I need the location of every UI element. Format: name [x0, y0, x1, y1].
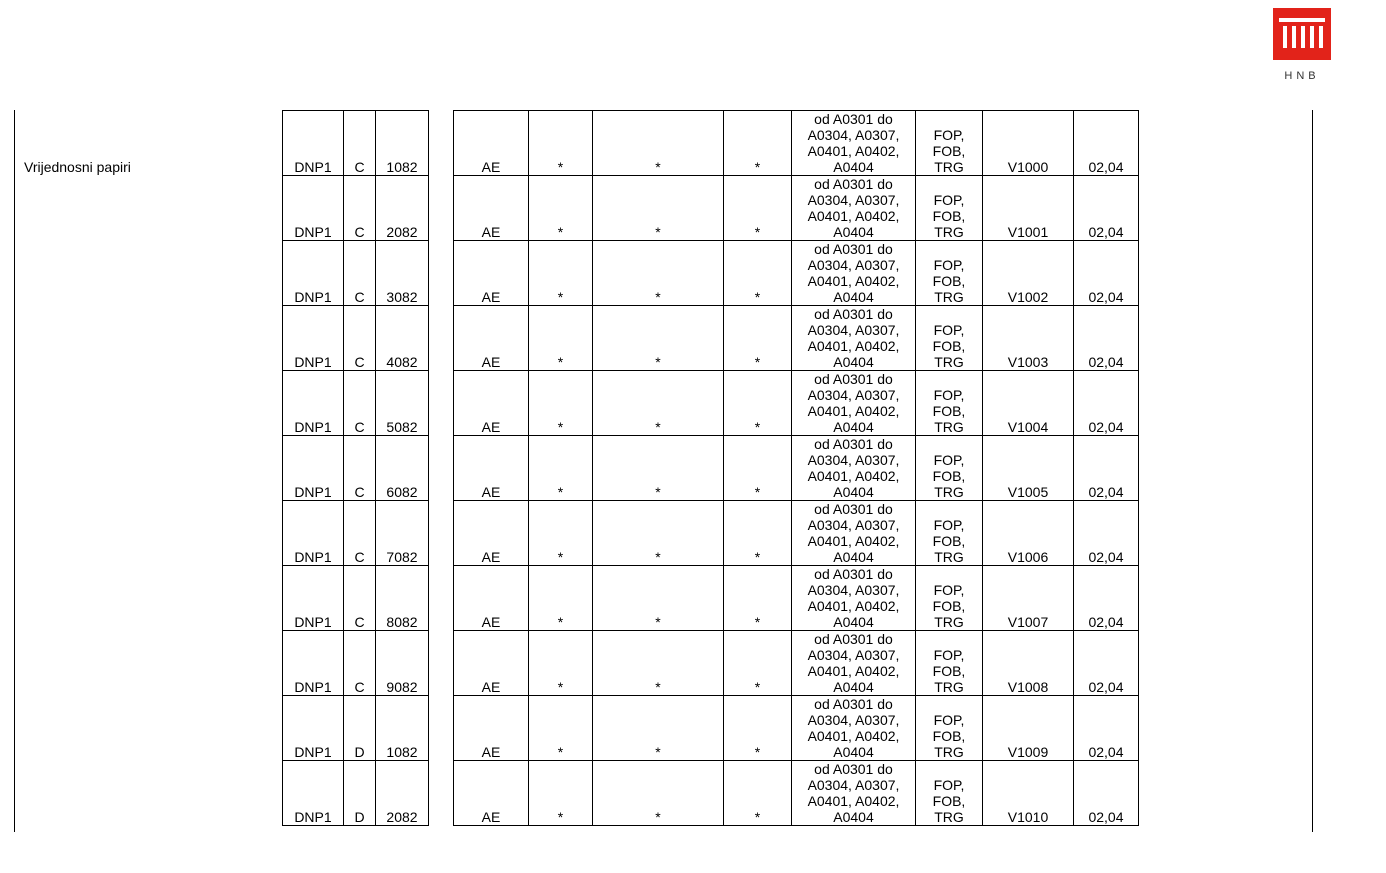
account-range-line: A0304, A0307,: [807, 647, 900, 663]
account-range-line: A0401, A0402,: [807, 663, 900, 679]
terms-line: TRG: [934, 419, 964, 435]
number-cell: 2082: [376, 761, 429, 826]
account-range-line: A0404: [833, 159, 874, 175]
wildcard-cell: *: [593, 696, 724, 761]
reference-cell: V1001: [983, 176, 1074, 241]
type-cell: C: [344, 566, 376, 631]
spacer-cell: [429, 631, 454, 696]
terms-line: FOP,: [933, 387, 965, 403]
terms-line: TRG: [934, 809, 964, 825]
wildcard-cell: *: [529, 176, 593, 241]
terms-line: TRG: [934, 159, 964, 175]
terms-cell: [916, 631, 983, 696]
account-range-line: od A0301 do: [814, 176, 893, 192]
terms-line: TRG: [934, 354, 964, 370]
account-range-line: A0401, A0402,: [807, 338, 900, 354]
account-range-line: A0401, A0402,: [807, 598, 900, 614]
terms-line: FOP,: [933, 517, 965, 533]
terms-cell: [916, 501, 983, 566]
wildcard-cell: *: [593, 761, 724, 826]
spacer-cell: [429, 241, 454, 306]
account-range-line: A0404: [833, 549, 874, 565]
left-border: [14, 110, 15, 832]
currency-cell: AE: [454, 631, 529, 696]
code-cell: DNP1: [283, 566, 344, 631]
account-range-cell: [792, 566, 916, 631]
terms-cell: [916, 241, 983, 306]
wildcard-cell: *: [529, 696, 593, 761]
account-range-cell: [792, 176, 916, 241]
code-cell: DNP1: [283, 696, 344, 761]
number-cell: 4082: [376, 306, 429, 371]
wildcard-cell: *: [724, 306, 792, 371]
terms-cell: [916, 696, 983, 761]
terms-cell: [916, 371, 983, 436]
account-range-cell: [792, 306, 916, 371]
number-cell: 3082: [376, 241, 429, 306]
wildcard-cell: *: [724, 631, 792, 696]
account-range-line: A0404: [833, 484, 874, 500]
wildcard-cell: *: [724, 176, 792, 241]
terms-line: TRG: [934, 679, 964, 695]
code-cell: DNP1: [283, 176, 344, 241]
terms-line: FOB,: [932, 728, 966, 744]
hnb-columns-icon: [1273, 8, 1331, 60]
account-range-line: od A0301 do: [814, 371, 893, 387]
number-cell: 1082: [376, 696, 429, 761]
terms-line: FOP,: [933, 647, 965, 663]
value-cell: 02,04: [1074, 566, 1139, 631]
wildcard-cell: *: [593, 176, 724, 241]
terms-cell: [916, 566, 983, 631]
table-row: [283, 241, 1139, 306]
code-cell: DNP1: [283, 436, 344, 501]
terms-line: FOB,: [932, 403, 966, 419]
reference-cell: V1009: [983, 696, 1074, 761]
terms-cell: [916, 111, 983, 176]
table-row: [283, 761, 1139, 826]
type-cell: C: [344, 176, 376, 241]
value-cell: 02,04: [1074, 306, 1139, 371]
terms-line: FOP,: [933, 257, 965, 273]
account-range-line: A0304, A0307,: [807, 127, 900, 143]
terms-line: TRG: [934, 614, 964, 630]
account-range-line: A0404: [833, 614, 874, 630]
codes-table: [282, 110, 1139, 826]
table-row: [283, 111, 1139, 176]
account-range-line: A0304, A0307,: [807, 192, 900, 208]
code-cell: DNP1: [283, 306, 344, 371]
terms-line: FOB,: [932, 793, 966, 809]
account-range-line: od A0301 do: [814, 761, 893, 777]
value-cell: 02,04: [1074, 176, 1139, 241]
currency-cell: AE: [454, 241, 529, 306]
account-range-cell: [792, 436, 916, 501]
terms-line: TRG: [934, 289, 964, 305]
wildcard-cell: *: [529, 371, 593, 436]
account-range-line: A0401, A0402,: [807, 273, 900, 289]
hnb-logo: [1273, 8, 1331, 86]
reference-cell: V1006: [983, 501, 1074, 566]
spacer-cell: [429, 371, 454, 436]
account-range-line: od A0301 do: [814, 696, 893, 712]
account-range-line: A0304, A0307,: [807, 582, 900, 598]
terms-line: FOB,: [932, 468, 966, 484]
terms-line: TRG: [934, 484, 964, 500]
account-range-line: A0401, A0402,: [807, 728, 900, 744]
account-range-line: A0404: [833, 679, 874, 695]
terms-line: FOP,: [933, 582, 965, 598]
value-cell: 02,04: [1074, 371, 1139, 436]
wildcard-cell: *: [529, 566, 593, 631]
reference-cell: V1010: [983, 761, 1074, 826]
type-cell: C: [344, 501, 376, 566]
bank-columns-icon: [1273, 8, 1331, 60]
terms-line: FOP,: [933, 192, 965, 208]
wildcard-cell: *: [593, 306, 724, 371]
reference-cell: V1008: [983, 631, 1074, 696]
currency-cell: AE: [454, 501, 529, 566]
account-range-line: od A0301 do: [814, 111, 893, 127]
wildcard-cell: *: [529, 306, 593, 371]
reference-cell: V1000: [983, 111, 1074, 176]
type-cell: D: [344, 761, 376, 826]
number-cell: 9082: [376, 631, 429, 696]
value-cell: 02,04: [1074, 696, 1139, 761]
account-range-line: od A0301 do: [814, 241, 893, 257]
wildcard-cell: *: [724, 566, 792, 631]
reference-cell: V1007: [983, 566, 1074, 631]
terms-cell: [916, 761, 983, 826]
number-cell: 6082: [376, 436, 429, 501]
spacer-cell: [429, 761, 454, 826]
table-row: [283, 566, 1139, 631]
table-row: [283, 631, 1139, 696]
terms-line: FOB,: [932, 533, 966, 549]
account-range-line: A0401, A0402,: [807, 403, 900, 419]
currency-cell: AE: [454, 111, 529, 176]
currency-cell: AE: [454, 761, 529, 826]
terms-line: FOB,: [932, 143, 966, 159]
account-range-line: A0404: [833, 289, 874, 305]
terms-line: FOP,: [933, 777, 965, 793]
wildcard-cell: *: [593, 501, 724, 566]
spacer-cell: [429, 176, 454, 241]
account-range-line: od A0301 do: [814, 436, 893, 452]
spacer-cell: [429, 501, 454, 566]
wildcard-cell: *: [593, 631, 724, 696]
currency-cell: AE: [454, 306, 529, 371]
spacer-cell: [429, 306, 454, 371]
terms-cell: [916, 306, 983, 371]
terms-line: FOB,: [932, 338, 966, 354]
wildcard-cell: *: [724, 371, 792, 436]
spacer-cell: [429, 111, 454, 176]
terms-line: FOP,: [933, 322, 965, 338]
account-range-cell: [792, 241, 916, 306]
table-row: [283, 436, 1139, 501]
codes-table-body: [283, 111, 1139, 826]
number-cell: 2082: [376, 176, 429, 241]
wildcard-cell: *: [593, 371, 724, 436]
type-cell: C: [344, 436, 376, 501]
type-cell: C: [344, 111, 376, 176]
code-cell: DNP1: [283, 241, 344, 306]
account-range-line: A0304, A0307,: [807, 452, 900, 468]
table-row: [283, 306, 1139, 371]
code-cell: DNP1: [283, 501, 344, 566]
type-cell: C: [344, 241, 376, 306]
account-range-cell: [792, 371, 916, 436]
value-cell: 02,04: [1074, 631, 1139, 696]
account-range-line: A0304, A0307,: [807, 257, 900, 273]
account-range-line: od A0301 do: [814, 631, 893, 647]
terms-line: FOP,: [933, 712, 965, 728]
wildcard-cell: *: [593, 241, 724, 306]
wildcard-cell: *: [724, 501, 792, 566]
type-cell: C: [344, 371, 376, 436]
wildcard-cell: *: [724, 696, 792, 761]
account-range-line: od A0301 do: [814, 501, 893, 517]
account-range-cell: [792, 631, 916, 696]
account-range-line: A0404: [833, 419, 874, 435]
account-range-line: A0404: [833, 809, 874, 825]
terms-line: FOP,: [933, 127, 965, 143]
account-range-line: A0304, A0307,: [807, 387, 900, 403]
reference-cell: V1005: [983, 436, 1074, 501]
wildcard-cell: *: [529, 436, 593, 501]
wildcard-cell: *: [593, 566, 724, 631]
wildcard-cell: *: [724, 111, 792, 176]
spacer-cell: [429, 696, 454, 761]
spacer-cell: [429, 566, 454, 631]
currency-cell: AE: [454, 176, 529, 241]
account-range-cell: [792, 501, 916, 566]
account-range-line: A0401, A0402,: [807, 208, 900, 224]
code-cell: DNP1: [283, 111, 344, 176]
account-range-line: A0304, A0307,: [807, 712, 900, 728]
account-range-line: A0404: [833, 354, 874, 370]
number-cell: 1082: [376, 111, 429, 176]
account-range-line: A0401, A0402,: [807, 468, 900, 484]
account-range-line: A0304, A0307,: [807, 777, 900, 793]
terms-line: FOB,: [932, 273, 966, 289]
currency-cell: AE: [454, 371, 529, 436]
number-cell: 5082: [376, 371, 429, 436]
terms-line: TRG: [934, 744, 964, 760]
wildcard-cell: *: [529, 761, 593, 826]
table-row: [283, 371, 1139, 436]
account-range-cell: [792, 696, 916, 761]
wildcard-cell: *: [529, 501, 593, 566]
table-row: [283, 176, 1139, 241]
value-cell: 02,04: [1074, 111, 1139, 176]
terms-line: FOP,: [933, 452, 965, 468]
logo-text: HNB: [1284, 70, 1320, 82]
currency-cell: AE: [454, 436, 529, 501]
wildcard-cell: *: [529, 241, 593, 306]
table-row: [283, 501, 1139, 566]
value-cell: 02,04: [1074, 241, 1139, 306]
code-cell: DNP1: [283, 631, 344, 696]
category-label: Vrijednosni papiri: [24, 159, 131, 175]
currency-cell: AE: [454, 566, 529, 631]
account-range-cell: [792, 761, 916, 826]
account-range-line: A0304, A0307,: [807, 322, 900, 338]
type-cell: D: [344, 696, 376, 761]
account-range-line: A0401, A0402,: [807, 533, 900, 549]
number-cell: 7082: [376, 501, 429, 566]
type-cell: C: [344, 631, 376, 696]
reference-cell: V1002: [983, 241, 1074, 306]
account-range-line: od A0301 do: [814, 566, 893, 582]
value-cell: 02,04: [1074, 436, 1139, 501]
terms-line: FOB,: [932, 663, 966, 679]
terms-cell: [916, 436, 983, 501]
currency-cell: AE: [454, 696, 529, 761]
wildcard-cell: *: [593, 436, 724, 501]
table-row: [283, 696, 1139, 761]
number-cell: 8082: [376, 566, 429, 631]
value-cell: 02,04: [1074, 501, 1139, 566]
wildcard-cell: *: [593, 111, 724, 176]
wildcard-cell: *: [724, 761, 792, 826]
right-border: [1312, 110, 1313, 832]
account-range-line: A0304, A0307,: [807, 517, 900, 533]
terms-line: FOB,: [932, 208, 966, 224]
reference-cell: V1004: [983, 371, 1074, 436]
terms-line: TRG: [934, 549, 964, 565]
account-range-cell: [792, 111, 916, 176]
terms-cell: [916, 176, 983, 241]
wildcard-cell: *: [724, 436, 792, 501]
account-range-line: A0401, A0402,: [807, 793, 900, 809]
type-cell: C: [344, 306, 376, 371]
account-range-line: od A0301 do: [814, 306, 893, 322]
wildcard-cell: *: [529, 111, 593, 176]
terms-line: FOB,: [932, 598, 966, 614]
wildcard-cell: *: [529, 631, 593, 696]
code-cell: DNP1: [283, 761, 344, 826]
account-range-line: A0401, A0402,: [807, 143, 900, 159]
account-range-line: A0404: [833, 744, 874, 760]
reference-cell: V1003: [983, 306, 1074, 371]
code-cell: DNP1: [283, 371, 344, 436]
spacer-cell: [429, 436, 454, 501]
terms-line: TRG: [934, 224, 964, 240]
account-range-line: A0404: [833, 224, 874, 240]
value-cell: 02,04: [1074, 761, 1139, 826]
wildcard-cell: *: [724, 241, 792, 306]
